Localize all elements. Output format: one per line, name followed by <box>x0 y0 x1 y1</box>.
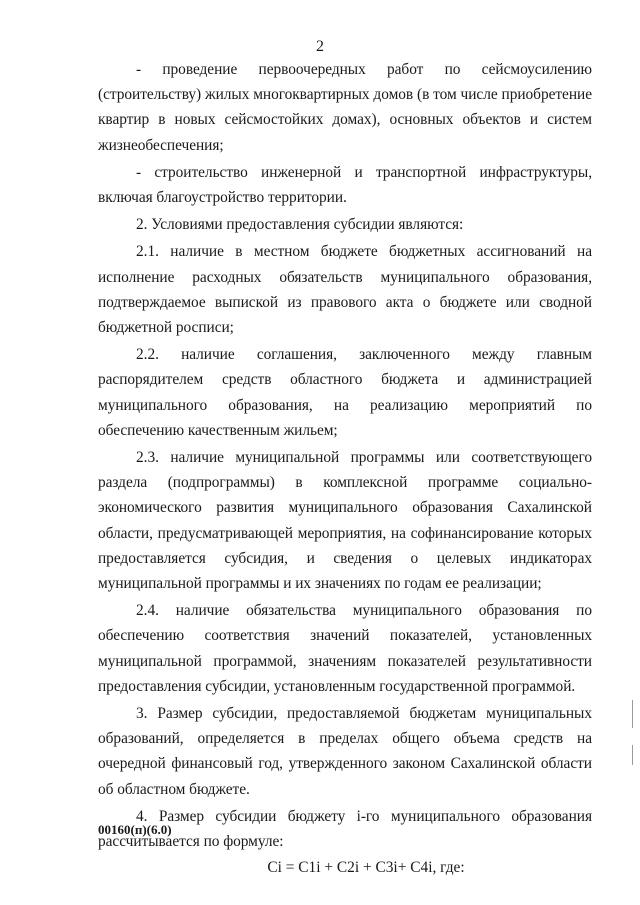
paragraph-subsidy-formula-intro: 4. Размер субсидии бюджету i-го муниципального образования рассчитывается по формуле: <box>98 807 592 851</box>
document-body <box>98 57 592 881</box>
document-code: 00160(п)(6.0) <box>98 822 172 837</box>
paragraph-condition-2-4: 2.4. наличие обязательства муниципального образования по обеспечению соответствия значений показателей, установленных муниципальной программой, значениям показателей результативности предоставления субсидии, установленным государственной программой. <box>98 602 592 695</box>
scan-margin-mark <box>632 745 633 765</box>
paragraph-condition-2-2: 2.2. наличие соглашения, заключенного между главным распорядителем средств областного бюджета и администрацией муниципального образования, на реализацию мероприятий по обеспечению качественным жильем; <box>98 346 592 439</box>
page-number: 2 <box>316 38 324 55</box>
paragraph-condition-2-3: 2.3. наличие муниципальной программы или соответствующего раздела (подпрограммы) в комплексной программе социально-экономического развития муниципального образования Сахалинской области, предусматривающей мероприятия, на софинансирование которых предоставляется субсидия, и сведения о целевых индикаторах муниципальной программы и их значениях по годам ее реализации; <box>98 449 592 593</box>
paragraph-subsidy-size: 3. Размер субсидии, предоставляемой бюджетам муниципальных образований, определяется в пределах общего объема средств на очередной финансовый год, утвержденного законом Сахалинской области об областном бюджете. <box>98 705 592 798</box>
paragraph-subsidy-conditions: 2. Условиями предоставления субсидии являются: <box>136 216 464 234</box>
subsidy-formula: Ci = C1i + C2i + C3i+ C4i, где: <box>267 859 465 877</box>
paragraph-seismic-works: - проведение первоочередных работ по сейсмоусилению (строительству) жилых многоквартирных домов (в том числе приобретение квартир в новых сейсмостойких домах), основных объектов и систем жизнеобеспечения; <box>98 61 592 154</box>
scan-margin-mark <box>632 700 633 728</box>
paragraph-infrastructure: - строительство инженерной и транспортной инфраструктуры, включая благоустройство территории. <box>98 163 592 207</box>
paragraph-condition-2-1: 2.1. наличие в местном бюджете бюджетных ассигнований на исполнение расходных обязательств муниципального образования, подтверждаемое выпиской из правового акта о бюджете или сводной бюджетной росписи; <box>98 243 592 337</box>
